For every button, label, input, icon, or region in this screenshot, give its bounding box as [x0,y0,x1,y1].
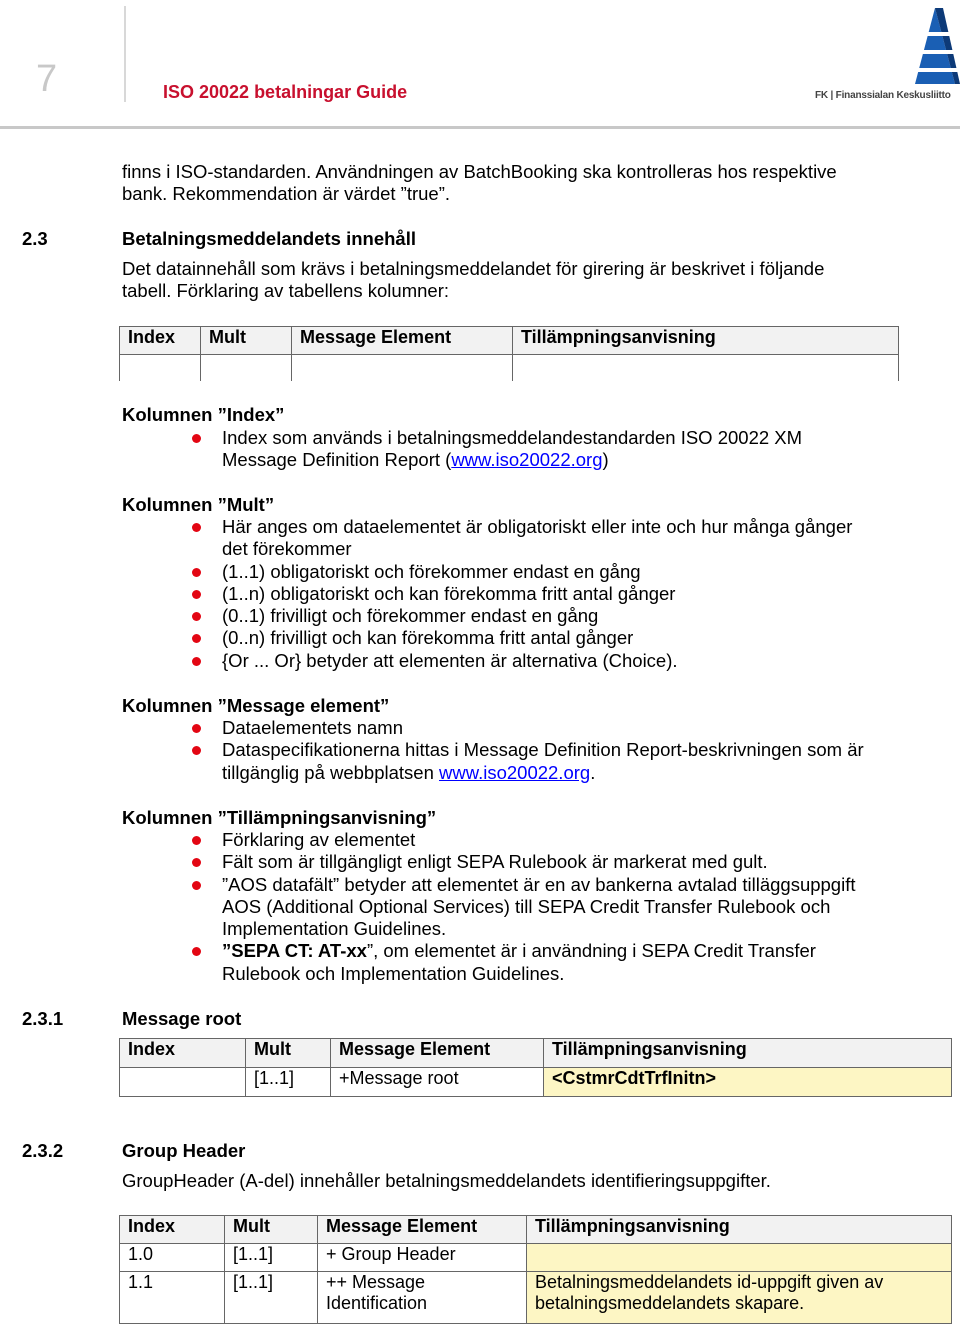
message-bullets [222,717,942,784]
till-text-3: Implementation Guidelines. [222,918,447,940]
till-text-1: ”AOS datafält” betyder att elementet är en av bankerna avtalad tilläggsuppgift [222,873,856,895]
message-text-3: . [590,761,596,783]
mult-bullets [222,516,942,672]
section-text-1: Det datainnehåll som krävs i betalningsmeddelandet för girering är beskrivet i följande [122,258,825,279]
mult-text-1: Här anges om dataelementet är obligatoriskt eller inte och hur många gånger [222,516,853,537]
list-item [222,427,942,472]
till-text-5: Rulebook och Implementation Guidelines. [222,962,565,984]
index-text-3: ) [602,449,609,471]
table-cell: <CstmrCdtTrfInitn> [544,1068,952,1097]
message-root-table [119,1038,952,1097]
list-item [222,516,942,561]
guide-title: ISO 20022 betalningar Guide [163,82,408,102]
iso-link-2[interactable]: www.iso20022.org [439,761,591,783]
table-cell: 1.0 [120,1244,225,1272]
page-number: 7 [36,58,58,100]
element-line-1: ++ Message [326,1272,426,1292]
section-text-2: tabell. Förklaring av tabellens kolumner: [122,280,449,301]
list-item: (1..1) obligatoriskt och förekommer endast en gång [222,561,942,583]
table-row [120,1272,952,1324]
group-header-desc: GroupHeader (A-del) innehåller betalningsmeddelandets identifieringsuppgifter. [122,1170,771,1191]
table-cell [292,355,513,381]
till-text-2: AOS (Additional Optional Services) till SEPA Credit Transfer Rulebook och [222,895,831,917]
subsection-number-232: 2.3.2 [22,1140,64,1161]
table-cell [120,355,201,381]
header-rule [0,126,960,129]
heading-mult: Kolumnen ”Mult” [122,494,275,515]
col-header-mult: Mult [225,1216,318,1244]
message-text-1: Dataspecifikationerna hittas i Message Definition Report-beskrivningen som är [222,739,864,761]
logo-text: FK | Finanssialan Keskusliitto [815,90,951,101]
table-cell [513,355,899,381]
legend-table [119,326,899,381]
col-header-mult: Mult [201,327,292,355]
list-item: Fält som är tillgängligt enligt SEPA Rulebook är markerat med gult. [222,851,942,873]
col-header-till: Tillämpningsanvisning [527,1216,952,1244]
note-line-2: betalningsmeddelandets skapare. [535,1293,805,1313]
list-item: Dataelementets namn [222,717,942,739]
till-text-4: ”, om elementet är i användning i SEPA Credit Transfer [366,940,816,962]
list-item: Förklaring av elementet [222,829,942,851]
message-text-2: tillgänglig på webbplatsen [222,761,440,783]
table-cell: +Message root [331,1068,544,1097]
col-header-element: Message Element [292,327,513,355]
note-line-1: Betalningsmeddelandets id-uppgift given av [535,1272,884,1292]
index-text-2: Message Definition Report ( [222,449,452,471]
list-item [222,940,942,985]
col-header-element: Message Element [318,1216,527,1244]
table-cell [527,1244,952,1272]
list-item [222,739,942,784]
intro-line-2: bank. Rekommendation är värdet ”true”. [122,183,451,204]
table-cell: + Group Header [318,1244,527,1272]
table-cell [201,355,292,381]
list-item [222,874,942,941]
mult-text-2: det förekommer [222,538,352,560]
section-title: Betalningsmeddelandets innehåll [122,228,417,249]
list-item: (0..1) frivilligt och förekommer endast en gång [222,605,942,627]
subsection-number-231: 2.3.1 [22,1008,64,1029]
till-bullets [222,829,942,985]
table-cell: [1..1] [246,1068,331,1097]
section-number: 2.3 [22,228,48,249]
heading-index: Kolumnen ”Index” [122,404,285,425]
intro-line-1: finns i ISO-standarden. Användningen av BatchBooking ska kontrolleras hos respektive [122,161,837,182]
index-text-1: Index som används i betalningsmeddelandestandarden ISO 20022 XM [222,427,803,448]
subsection-title-232: Group Header [122,1140,246,1161]
col-header-element: Message Element [331,1039,544,1068]
list-item: (1..n) obligatoriskt och kan förekomma fritt antal gånger [222,583,942,605]
table-cell [120,1068,246,1097]
table-cell: [1..1] [225,1244,318,1272]
iso-link-1b[interactable]: .org [570,449,603,471]
col-header-mult: Mult [246,1039,331,1068]
list-item: {Or ... Or} betyder att elementen är alternativa (Choice). [222,650,942,672]
table-cell [318,1272,527,1324]
list-item: (0..n) frivilligt och kan förekomma fritt antal gånger [222,627,942,649]
header-divider [124,6,126,102]
table-cell [527,1272,952,1324]
table-cell: 1.1 [120,1272,225,1324]
fk-logo [815,4,960,108]
table-cell: [1..1] [225,1272,318,1324]
subsection-title-231: Message root [122,1008,242,1029]
iso-link-1a[interactable]: www.iso20022 [451,449,571,471]
table-row [120,1244,952,1272]
col-header-index: Index [120,1039,246,1068]
heading-till: Kolumnen ”Tillämpningsanvisning” [122,807,437,828]
heading-message: Kolumnen ”Message element” [122,695,390,716]
col-header-index: Index [120,327,201,355]
till-bold: ”SEPA CT: AT-xx [222,940,367,962]
fk-logo-icon [815,4,960,90]
col-header-till: Tillämpningsanvisning [513,327,899,355]
col-header-till: Tillämpningsanvisning [544,1039,952,1068]
element-line-2: Identification [326,1293,428,1313]
group-header-table [119,1215,952,1324]
index-bullets [222,427,942,472]
col-header-index: Index [120,1216,225,1244]
